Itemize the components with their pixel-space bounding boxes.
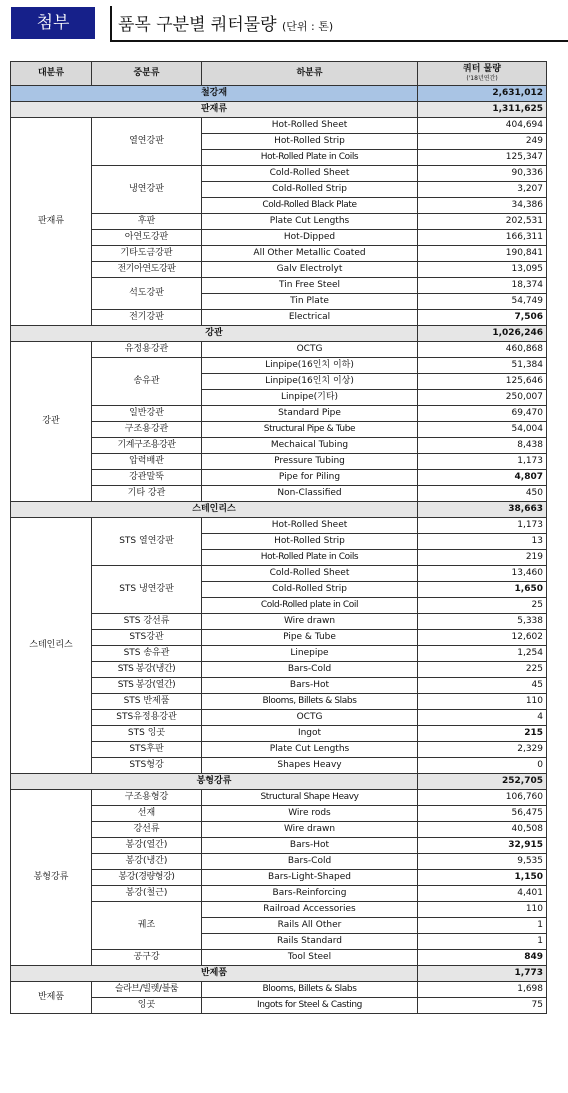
table-row: [11, 902, 547, 918]
section-label: 스테인리스: [11, 502, 418, 518]
table-row: [11, 646, 547, 662]
middle-category: 기계구조용강관: [92, 438, 202, 454]
minor-category: Bars-Hot: [202, 678, 418, 694]
quota-qty: 849: [418, 950, 547, 966]
middle-category: STS유정용강관: [92, 710, 202, 726]
minor-category: Ingot: [202, 726, 418, 742]
minor-category: Non-Classified: [202, 486, 418, 502]
quota-qty: 202,531: [418, 214, 547, 230]
quota-qty: 1: [418, 918, 547, 934]
minor-category: Wire rods: [202, 806, 418, 822]
minor-category: Wire drawn: [202, 822, 418, 838]
table-row: [11, 998, 547, 1014]
quota-qty: 250,007: [418, 390, 547, 406]
quota-qty: 25: [418, 598, 547, 614]
middle-category: 궤조: [92, 902, 202, 950]
section-label: 판재류: [11, 102, 418, 118]
minor-category: Blooms, Billets & Slabs: [202, 982, 418, 998]
minor-category: Electrical: [202, 310, 418, 326]
minor-category: Blooms, Billets & Slabs: [202, 694, 418, 710]
quota-qty: 4,807: [418, 470, 547, 486]
middle-category: STS 봉강(열간): [92, 678, 202, 694]
middle-category: 일반강관: [92, 406, 202, 422]
minor-category: Tin Plate: [202, 294, 418, 310]
middle-category: STS 잉곳: [92, 726, 202, 742]
minor-category: Shapes Heavy: [202, 758, 418, 774]
minor-category: Cold-Rolled Strip: [202, 582, 418, 598]
section-qty: 38,663: [418, 502, 547, 518]
minor-category: Wire drawn: [202, 614, 418, 630]
quota-qty: 0: [418, 758, 547, 774]
middle-category: STS 열연강판: [92, 518, 202, 566]
minor-category: Linpipe(16인치 이하): [202, 358, 418, 374]
quota-qty: 1,650: [418, 582, 547, 598]
quota-qty: 1,254: [418, 646, 547, 662]
table-row: [11, 166, 547, 182]
minor-category: Cold-Rolled Sheet: [202, 566, 418, 582]
quota-qty: 56,475: [418, 806, 547, 822]
table-row: [11, 694, 547, 710]
document-header: [0, 0, 568, 46]
minor-category: Hot-Rolled Strip: [202, 134, 418, 150]
table-row: [11, 118, 547, 134]
minor-category: Hot-Rolled Plate in Coils: [202, 150, 418, 166]
minor-category: Linpipe(16인치 이상): [202, 374, 418, 390]
middle-category: 압력배관: [92, 454, 202, 470]
section-total-row: [11, 326, 547, 342]
quota-qty: 110: [418, 902, 547, 918]
header-divider-horizontal: [110, 40, 568, 42]
middle-category: 유정용강관: [92, 342, 202, 358]
minor-category: Mechaical Tubing: [202, 438, 418, 454]
middle-category: 열연강판: [92, 118, 202, 166]
table-row: [11, 310, 547, 326]
quota-qty: 51,384: [418, 358, 547, 374]
quota-qty: 34,386: [418, 198, 547, 214]
quota-qty: 110: [418, 694, 547, 710]
quota-qty: 45: [418, 678, 547, 694]
attachment-badge: 첨부: [11, 7, 95, 39]
table-row: [11, 278, 547, 294]
quota-qty: 90,336: [418, 166, 547, 182]
quota-qty: 32,915: [418, 838, 547, 854]
minor-category: Cold-Rolled Sheet: [202, 166, 418, 182]
middle-category: 기타도금강판: [92, 246, 202, 262]
table-row: [11, 630, 547, 646]
middle-category: 석도강판: [92, 278, 202, 310]
middle-category: 강선류: [92, 822, 202, 838]
section-total-row: [11, 774, 547, 790]
quota-qty: 40,508: [418, 822, 547, 838]
section-qty: 1,311,625: [418, 102, 547, 118]
middle-category: STS 냉연강판: [92, 566, 202, 614]
table-row: [11, 358, 547, 374]
minor-category: Ingots for Steel & Casting: [202, 998, 418, 1014]
grand-total-row: [11, 86, 547, 102]
section-qty: 252,705: [418, 774, 547, 790]
minor-category: Hot-Dipped: [202, 230, 418, 246]
middle-category: 전기아연도강판: [92, 262, 202, 278]
minor-category: Plate Cut Lengths: [202, 742, 418, 758]
quota-qty: 12,602: [418, 630, 547, 646]
quota-qty: 106,760: [418, 790, 547, 806]
minor-category: Bars-Reinforcing: [202, 886, 418, 902]
table-row: [11, 678, 547, 694]
quota-qty: 4,401: [418, 886, 547, 902]
quota-qty: 54,004: [418, 422, 547, 438]
major-category: 강관: [11, 342, 92, 502]
grand-total-qty: 2,631,012: [418, 86, 547, 102]
table-row: [11, 342, 547, 358]
minor-category: Pipe for Piling: [202, 470, 418, 486]
quota-qty: 225: [418, 662, 547, 678]
minor-category: Railroad Accessories: [202, 902, 418, 918]
section-qty: 1,026,246: [418, 326, 547, 342]
middle-category: 봉강(냉간): [92, 854, 202, 870]
header-minor: 하분류: [202, 62, 418, 86]
minor-category: Hot-Rolled Sheet: [202, 118, 418, 134]
middle-category: 강관말뚝: [92, 470, 202, 486]
table-row: [11, 758, 547, 774]
quota-qty: 54,749: [418, 294, 547, 310]
section-total-row: [11, 502, 547, 518]
middle-category: 봉강(열간): [92, 838, 202, 854]
table-row: [11, 470, 547, 486]
quota-qty: 9,535: [418, 854, 547, 870]
middle-category: 선재: [92, 806, 202, 822]
section-total-row: [11, 966, 547, 982]
quota-qty: 3,207: [418, 182, 547, 198]
quota-qty: 1,173: [418, 454, 547, 470]
quota-qty: 215: [418, 726, 547, 742]
minor-category: Bars-Cold: [202, 854, 418, 870]
table-row: [11, 838, 547, 854]
middle-category: 잉곳: [92, 998, 202, 1014]
section-label: 반제품: [11, 966, 418, 982]
middle-category: STS형강: [92, 758, 202, 774]
header-qty-label: 쿼터 물량: [463, 64, 501, 74]
quota-qty: 404,694: [418, 118, 547, 134]
quota-qty: 13,095: [418, 262, 547, 278]
quota-qty: 1,173: [418, 518, 547, 534]
quota-qty: 7,506: [418, 310, 547, 326]
quota-qty: 1: [418, 934, 547, 950]
middle-category: 송유관: [92, 358, 202, 406]
major-category: 스테인리스: [11, 518, 92, 774]
table-row: [11, 438, 547, 454]
quota-qty: 450: [418, 486, 547, 502]
table-row: [11, 518, 547, 534]
table-row: [11, 870, 547, 886]
quota-qty: 69,470: [418, 406, 547, 422]
minor-category: Bars-Hot: [202, 838, 418, 854]
minor-category: Bars-Cold: [202, 662, 418, 678]
table-row: [11, 422, 547, 438]
section-label: 강관: [11, 326, 418, 342]
middle-category: 슬라브/빌렛/블룸: [92, 982, 202, 998]
major-category: 판재류: [11, 118, 92, 326]
table-row: [11, 662, 547, 678]
quota-qty: 4: [418, 710, 547, 726]
quota-qty: 5,338: [418, 614, 547, 630]
quota-qty: 2,329: [418, 742, 547, 758]
middle-category: 구조용강관: [92, 422, 202, 438]
quota-table: [10, 61, 547, 1014]
minor-category: Structural Pipe & Tube: [202, 422, 418, 438]
quota-qty: 125,646: [418, 374, 547, 390]
middle-category: 기타 강관: [92, 486, 202, 502]
minor-category: Rails All Other: [202, 918, 418, 934]
minor-category: Linpipe(기타): [202, 390, 418, 406]
middle-category: 냉연강판: [92, 166, 202, 214]
table-row: [11, 854, 547, 870]
minor-category: Tin Free Steel: [202, 278, 418, 294]
middle-category: 아연도강판: [92, 230, 202, 246]
minor-category: Cold-Rolled plate in Coil: [202, 598, 418, 614]
minor-category: Standard Pipe: [202, 406, 418, 422]
minor-category: Hot-Rolled Sheet: [202, 518, 418, 534]
table-row: [11, 950, 547, 966]
section-label: 봉형강류: [11, 774, 418, 790]
quota-qty: 18,374: [418, 278, 547, 294]
table-row: [11, 614, 547, 630]
table-row: [11, 806, 547, 822]
minor-category: Bars-Light-Shaped: [202, 870, 418, 886]
quota-qty: 125,347: [418, 150, 547, 166]
minor-category: Cold-Rolled Strip: [202, 182, 418, 198]
page-title: [118, 10, 333, 35]
table-row: [11, 742, 547, 758]
quota-qty: 249: [418, 134, 547, 150]
minor-category: Plate Cut Lengths: [202, 214, 418, 230]
table-row: [11, 262, 547, 278]
minor-category: OCTG: [202, 710, 418, 726]
section-total-row: [11, 102, 547, 118]
quota-qty: 1,150: [418, 870, 547, 886]
major-category: 봉형강류: [11, 790, 92, 966]
table-row: [11, 406, 547, 422]
minor-category: Galv Electrolyt: [202, 262, 418, 278]
table-row: [11, 710, 547, 726]
header-major: 대분류: [11, 62, 92, 86]
quota-qty: 13,460: [418, 566, 547, 582]
middle-category: STS후판: [92, 742, 202, 758]
table-header-row: [11, 62, 547, 86]
unit-note: (단위 : 톤): [282, 20, 334, 33]
table-row: [11, 230, 547, 246]
minor-category: Pipe & Tube: [202, 630, 418, 646]
quota-qty: 190,841: [418, 246, 547, 262]
section-qty: 1,773: [418, 966, 547, 982]
middle-category: 구조용형강: [92, 790, 202, 806]
table-row: [11, 486, 547, 502]
middle-category: 공구강: [92, 950, 202, 966]
minor-category: Linepipe: [202, 646, 418, 662]
table-row: [11, 726, 547, 742]
minor-category: Hot-Rolled Plate in Coils: [202, 550, 418, 566]
middle-category: STS 반제품: [92, 694, 202, 710]
middle-category: STS 송유관: [92, 646, 202, 662]
minor-category: Structural Shape Heavy: [202, 790, 418, 806]
minor-category: Cold-Rolled Black Plate: [202, 198, 418, 214]
table-row: [11, 214, 547, 230]
minor-category: Tool Steel: [202, 950, 418, 966]
minor-category: OCTG: [202, 342, 418, 358]
quota-qty: 219: [418, 550, 547, 566]
header-divider-vertical: [110, 6, 112, 42]
header-qty: [418, 62, 547, 86]
quota-qty: 75: [418, 998, 547, 1014]
middle-category: 후판: [92, 214, 202, 230]
middle-category: STS강관: [92, 630, 202, 646]
table-row: [11, 822, 547, 838]
middle-category: STS 강선류: [92, 614, 202, 630]
middle-category: 전기강판: [92, 310, 202, 326]
header-middle: 중분류: [92, 62, 202, 86]
quota-qty: 460,868: [418, 342, 547, 358]
middle-category: 봉강(철근): [92, 886, 202, 902]
minor-category: Rails Standard: [202, 934, 418, 950]
major-category: 반제품: [11, 982, 92, 1014]
table-row: [11, 246, 547, 262]
quota-qty: 1,698: [418, 982, 547, 998]
minor-category: Hot-Rolled Strip: [202, 534, 418, 550]
table-row: [11, 886, 547, 902]
quota-qty: 13: [418, 534, 547, 550]
quota-table-body: [11, 86, 547, 1014]
middle-category: STS 봉강(냉간): [92, 662, 202, 678]
table-row: [11, 566, 547, 582]
table-row: [11, 790, 547, 806]
title-text: 품목 구분별 쿼터물량: [118, 15, 277, 35]
quota-qty: 8,438: [418, 438, 547, 454]
table-row: [11, 454, 547, 470]
minor-category: Pressure Tubing: [202, 454, 418, 470]
table-row: [11, 982, 547, 998]
quota-qty: 166,311: [418, 230, 547, 246]
minor-category: All Other Metallic Coated: [202, 246, 418, 262]
grand-total-label: 철강재: [11, 86, 418, 102]
header-qty-sub: ('18년연간): [466, 75, 498, 82]
middle-category: 봉강(경량형강): [92, 870, 202, 886]
